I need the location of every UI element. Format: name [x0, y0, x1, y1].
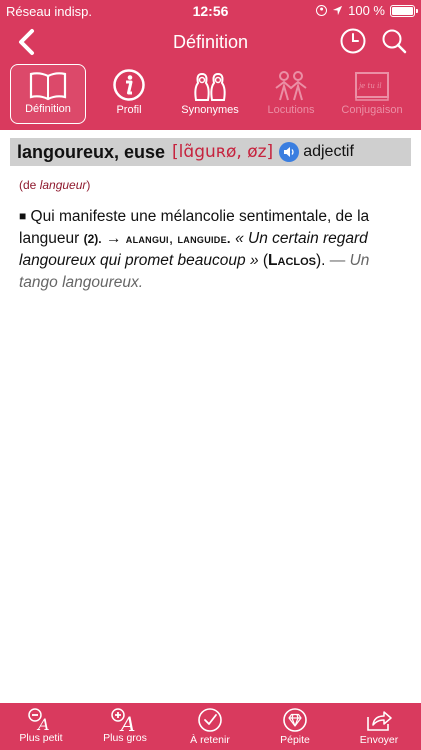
author-close: ). [316, 252, 326, 269]
remember-button[interactable] [172, 707, 248, 746]
citation-author-wrap [263, 252, 326, 269]
example-dash: — [325, 252, 350, 269]
rotation-lock-icon: ● [316, 5, 327, 16]
tab-definition-label: Définition [25, 103, 71, 115]
carrier-text: Réseau indisp. [6, 4, 92, 19]
citation-quote: « Un certain regard langoureux qui promet beaucoup » [19, 230, 368, 269]
sense-reference[interactable]: (2). [83, 232, 102, 246]
tab-locutions[interactable] [253, 64, 329, 124]
definition-bullet: ■ [19, 209, 27, 223]
location-icon [332, 5, 343, 16]
pronunciation: [lɑ̃guʀø, øz] [172, 142, 274, 162]
usage-example: Un tango langoureux. [19, 252, 370, 291]
tab-locutions-label: Locutions [267, 104, 315, 116]
nugget-button[interactable] [257, 707, 333, 746]
svg-text:A: A [38, 715, 50, 731]
definition-body: Qui manifeste une mélancolie sentimentale, de la langueur [19, 208, 370, 247]
part-of-speech: adjectif [303, 143, 354, 160]
clock: 12:56 [192, 3, 229, 19]
font-smaller-button[interactable] [3, 707, 79, 744]
font-bigger-icon [109, 707, 141, 731]
checkmark-circle-icon [197, 707, 223, 733]
history-clock-icon[interactable] [339, 27, 367, 55]
tab-profil-label: Profil [116, 104, 142, 116]
people-group-icon [271, 70, 311, 102]
font-bigger-button[interactable] [87, 707, 163, 744]
tab-conjugaison[interactable] [334, 64, 410, 124]
book-icon [28, 71, 68, 101]
chalkboard-icon [352, 70, 392, 102]
synonym-separator: , [168, 230, 178, 247]
author-open: ( [262, 252, 269, 269]
nesting-dolls-icon [190, 70, 230, 102]
citation-author: Laclos [268, 252, 317, 269]
diamond-icon [282, 707, 308, 733]
remember-label: À retenir [190, 734, 230, 746]
tab-synonymes-label: Synonymes [181, 104, 239, 116]
etymology [19, 178, 90, 192]
audio-speaker-icon[interactable] [279, 142, 299, 162]
tab-conjugaison-label: Conjugaison [341, 104, 403, 116]
headword: langoureux, euse [17, 141, 166, 162]
etym-close: ) [86, 178, 91, 192]
definition-text [19, 205, 403, 294]
status-bar [0, 0, 421, 22]
headword-bar [10, 138, 411, 166]
bottom-toolbar [0, 703, 421, 750]
chalkboard-text: je tu il [359, 82, 382, 90]
synonym-link-languide[interactable]: languide. [177, 231, 231, 246]
tab-bar [0, 64, 421, 126]
status-right [316, 3, 415, 18]
nav-row [0, 22, 421, 62]
tab-definition[interactable] [10, 64, 86, 124]
battery-text: 100 % [348, 3, 385, 18]
share-button[interactable] [341, 707, 417, 746]
top-bar [0, 0, 421, 130]
nugget-label: Pépite [280, 734, 310, 746]
battery-icon [390, 5, 415, 17]
font-smaller-label: Plus petit [19, 732, 63, 744]
tab-synonymes[interactable] [172, 64, 248, 124]
synonym-link-alangui[interactable]: alangui [125, 231, 169, 246]
share-icon [365, 707, 393, 733]
share-label: Envoyer [359, 734, 399, 746]
svg-text:A: A [121, 712, 136, 731]
font-bigger-label: Plus gros [103, 732, 147, 744]
etym-word[interactable]: langueur [39, 178, 87, 192]
search-icon[interactable] [380, 27, 408, 55]
page-title: Définition [172, 32, 249, 52]
info-icon [112, 68, 146, 102]
etym-open: (de [19, 178, 40, 192]
font-smaller-icon [26, 707, 56, 731]
tab-profil[interactable] [91, 64, 167, 124]
arrow: → [101, 230, 126, 247]
